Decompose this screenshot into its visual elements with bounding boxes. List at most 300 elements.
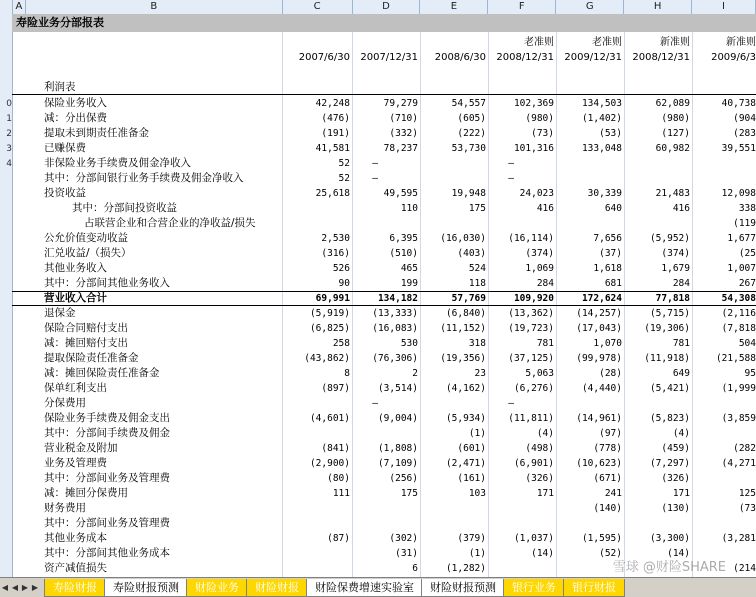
value-cell[interactable]: (140) — [593, 503, 622, 514]
value-cell[interactable]: 41,581 — [315, 143, 350, 154]
value-cell[interactable]: 526 — [332, 263, 350, 274]
sheet-grid[interactable] — [12, 14, 756, 578]
value-cell[interactable]: (5,952) — [649, 233, 690, 244]
value-cell[interactable] — [488, 516, 554, 531]
value-cell[interactable] — [284, 561, 350, 576]
select-all-corner[interactable] — [0, 0, 13, 14]
row-label[interactable]: 汇兑收益/（损失） — [44, 247, 132, 259]
value-cell[interactable]: 24,023 — [519, 188, 554, 199]
value-cell[interactable]: 267 — [738, 278, 756, 289]
value-cell[interactable]: 172,624 — [581, 293, 622, 304]
value-cell[interactable]: (5,715) — [649, 308, 690, 319]
value-cell[interactable]: (5,934) — [445, 413, 486, 424]
value-cell[interactable] — [488, 501, 554, 516]
table-row — [12, 111, 756, 126]
row-label[interactable]: 占联营企业和合营企业的净收益/损失 — [84, 217, 256, 229]
value-cell[interactable]: 640 — [604, 203, 622, 214]
value-cell[interactable] — [690, 426, 756, 441]
tab-next-icon[interactable]: ▶ — [21, 583, 29, 592]
row-label[interactable]: 减：摊回赔付支出 — [44, 337, 128, 349]
period-header-top: 新准则 — [726, 37, 756, 48]
value-cell[interactable]: 52 — [338, 158, 350, 169]
value-cell[interactable]: (19,723) — [508, 323, 554, 334]
value-cell[interactable]: 12,098 — [721, 188, 756, 199]
period-header-top: 新准则 — [660, 37, 690, 48]
row-label[interactable]: 其中：分部间投资收益 — [72, 202, 177, 214]
table-row — [12, 351, 756, 366]
value-cell[interactable] — [420, 516, 486, 531]
row-label[interactable]: 退保金 — [44, 307, 76, 319]
value-cell[interactable]: 57,769 — [451, 293, 486, 304]
value-cell[interactable]: (1) — [468, 548, 486, 559]
value-cell[interactable]: (16,114) — [508, 233, 554, 244]
value-cell[interactable]: (214 — [733, 563, 756, 574]
value-cell[interactable]: (11,811) — [508, 413, 554, 424]
sheet-tab[interactable]: 财险财报 — [246, 579, 308, 597]
value-cell[interactable]: 6 — [412, 563, 418, 574]
value-cell[interactable]: 109,920 — [513, 293, 554, 304]
table-row — [12, 141, 756, 156]
row-label[interactable]: 提取保险责任准备金 — [44, 352, 139, 364]
value-cell[interactable]: (28) — [599, 368, 622, 379]
value-cell[interactable]: (13,362) — [508, 308, 554, 319]
value-cell[interactable]: (19,306) — [644, 323, 690, 334]
row-number[interactable]: 3 — [6, 144, 12, 154]
value-cell[interactable] — [690, 471, 756, 486]
value-cell[interactable] — [284, 216, 350, 231]
row-label[interactable]: 减：摊回分保费用 — [44, 487, 128, 499]
value-cell[interactable]: 416 — [672, 203, 690, 214]
value-cell[interactable]: (4,271 — [721, 458, 756, 469]
value-cell[interactable]: 171 — [672, 488, 690, 499]
value-cell[interactable]: 781 — [536, 338, 554, 349]
sheet-tab[interactable]: 财险保费增速实验室 — [306, 579, 423, 597]
col-header-h[interactable]: H — [624, 0, 692, 14]
value-cell[interactable]: 53,730 — [451, 143, 486, 154]
value-cell[interactable]: 19,948 — [451, 188, 486, 199]
value-cell[interactable]: 30,339 — [587, 188, 622, 199]
value-cell[interactable]: (459) — [661, 443, 690, 454]
value-cell[interactable]: 79,279 — [383, 98, 418, 109]
value-cell[interactable]: (119 — [733, 218, 756, 229]
col-header-i[interactable]: I — [692, 0, 756, 14]
value-cell[interactable]: 102,369 — [513, 98, 554, 109]
value-cell[interactable]: 1,070 — [593, 338, 622, 349]
tab-first-icon[interactable]: ◀ — [1, 583, 9, 592]
value-cell[interactable]: 2,530 — [321, 233, 350, 244]
table-row — [12, 396, 756, 411]
value-cell[interactable] — [556, 156, 622, 171]
value-cell[interactable]: (605) — [457, 113, 486, 124]
value-cell[interactable]: (5,919) — [309, 308, 350, 319]
value-cell[interactable]: (4,162) — [445, 383, 486, 394]
value-cell[interactable]: (3,281 — [721, 533, 756, 544]
row-label[interactable]: 保单红利支出 — [44, 382, 107, 394]
row-label[interactable]: 其他业务收入 — [44, 262, 107, 274]
tab-prev-icon[interactable]: ◀ — [11, 583, 19, 592]
value-cell[interactable]: (16,030) — [440, 233, 486, 244]
value-cell[interactable]: 649 — [672, 368, 690, 379]
value-cell[interactable]: 2 — [412, 368, 418, 379]
table-row — [12, 126, 756, 141]
value-cell[interactable] — [488, 561, 554, 576]
value-cell[interactable]: (222) — [457, 128, 486, 139]
value-cell[interactable]: (11,918) — [644, 353, 690, 364]
value-cell[interactable]: (37,125) — [508, 353, 554, 364]
row-label[interactable]: 其中：分部间其他业务成本 — [44, 547, 170, 559]
value-cell[interactable]: 23 — [474, 368, 486, 379]
row-label[interactable]: 业务及管理费 — [44, 457, 107, 469]
value-cell[interactable]: (498) — [525, 443, 554, 454]
value-cell[interactable]: 134,503 — [581, 98, 622, 109]
value-cell[interactable]: (5,823) — [649, 413, 690, 424]
value-cell[interactable]: 1,069 — [525, 263, 554, 274]
value-cell[interactable] — [624, 396, 690, 411]
value-cell[interactable]: (3,300) — [649, 533, 690, 544]
value-cell[interactable]: 101,316 — [513, 143, 554, 154]
value-cell[interactable]: (897) — [321, 383, 350, 394]
value-cell[interactable]: 90 — [338, 278, 350, 289]
value-cell[interactable] — [284, 516, 350, 531]
value-cell[interactable]: (6,840) — [445, 308, 486, 319]
value-cell[interactable] — [352, 501, 418, 516]
value-cell[interactable] — [352, 426, 418, 441]
table-row — [12, 516, 756, 531]
value-cell[interactable] — [352, 516, 418, 531]
value-cell[interactable] — [488, 216, 554, 231]
value-cell[interactable]: (510) — [389, 248, 418, 259]
row-label[interactable]: 其中：分部间其他业务收入 — [44, 277, 170, 289]
value-cell[interactable]: 318 — [468, 338, 486, 349]
sheet-tab[interactable]: 寿险财报预测 — [104, 579, 188, 597]
value-cell[interactable]: (17,043) — [576, 323, 622, 334]
value-cell[interactable] — [284, 201, 350, 216]
row-label[interactable]: 其中：分部间手续费及佣金 — [44, 427, 170, 439]
row-label[interactable]: 提取未到期责任准备金 — [44, 127, 149, 139]
value-cell[interactable]: (37) — [599, 248, 622, 259]
value-cell[interactable]: 5,063 — [525, 368, 554, 379]
row-label[interactable]: 其中：分部间业务及管理费 — [44, 517, 170, 529]
value-cell[interactable]: 25,618 — [315, 188, 350, 199]
value-cell[interactable]: 118 — [468, 278, 486, 289]
value-cell[interactable] — [284, 546, 350, 561]
value-cell[interactable]: (25 — [738, 248, 756, 259]
value-cell[interactable]: (302) — [389, 533, 418, 544]
value-cell[interactable] — [284, 501, 350, 516]
value-cell[interactable]: (476) — [321, 113, 350, 124]
value-cell[interactable]: (6,901) — [513, 458, 554, 469]
col-header-e[interactable]: E — [420, 0, 488, 14]
value-cell[interactable]: (97) — [599, 428, 622, 439]
row-label[interactable]: 营业税金及附加 — [44, 442, 118, 454]
value-cell[interactable]: 60,982 — [655, 143, 690, 154]
value-cell[interactable]: (3,859 — [721, 413, 756, 424]
value-cell[interactable]: 338 — [738, 203, 756, 214]
table-row — [12, 531, 756, 546]
table-row — [12, 381, 756, 396]
value-cell[interactable]: (4,601) — [309, 413, 350, 424]
value-cell[interactable]: – — [372, 398, 378, 409]
value-cell[interactable]: (601) — [457, 443, 486, 454]
value-cell[interactable]: 6,395 — [389, 233, 418, 244]
value-cell[interactable]: 241 — [604, 488, 622, 499]
col-header-b[interactable]: B — [26, 0, 283, 14]
value-cell[interactable]: 77,818 — [655, 293, 690, 304]
value-cell[interactable]: 40,738 — [721, 98, 756, 109]
row-label[interactable]: 资产减值损失 — [44, 562, 107, 574]
value-cell[interactable]: (130) — [661, 503, 690, 514]
value-cell[interactable]: (14,257) — [576, 308, 622, 319]
row-label[interactable]: 保险业务收入 — [44, 97, 107, 109]
value-cell[interactable]: 133,048 — [581, 143, 622, 154]
value-cell[interactable]: (10,623) — [576, 458, 622, 469]
value-cell[interactable] — [556, 396, 622, 411]
value-cell[interactable]: (9,004) — [377, 413, 418, 424]
value-cell[interactable]: (980) — [525, 113, 554, 124]
row-number[interactable]: 1 — [6, 114, 12, 124]
row-label[interactable]: 其中：分部间业务及管理费 — [44, 472, 170, 484]
value-cell[interactable]: 1,618 — [593, 263, 622, 274]
value-cell[interactable]: (191) — [321, 128, 350, 139]
value-cell[interactable]: (710) — [389, 113, 418, 124]
value-cell[interactable]: 103 — [468, 488, 486, 499]
value-cell[interactable]: (99,978) — [576, 353, 622, 364]
value-cell[interactable]: (2,471) — [445, 458, 486, 469]
value-cell[interactable]: (4) — [536, 428, 554, 439]
value-cell[interactable]: (1,999 — [721, 383, 756, 394]
value-cell[interactable]: (778) — [593, 443, 622, 454]
sheet-tab[interactable]: 银行财报 — [563, 579, 625, 597]
value-cell[interactable] — [284, 426, 350, 441]
value-cell[interactable]: 8 — [344, 368, 350, 379]
value-cell[interactable]: 62,089 — [655, 98, 690, 109]
table-row — [12, 336, 756, 351]
value-cell[interactable]: 69,991 — [315, 293, 350, 304]
value-cell[interactable] — [556, 171, 622, 186]
table-row — [12, 156, 756, 171]
value-cell[interactable] — [624, 156, 690, 171]
value-cell[interactable]: (1) — [468, 428, 486, 439]
value-cell[interactable]: 134,182 — [377, 293, 418, 304]
value-cell[interactable]: 258 — [332, 338, 350, 349]
value-cell[interactable]: (7,297) — [649, 458, 690, 469]
value-cell[interactable]: (76,306) — [372, 353, 418, 364]
value-cell[interactable]: 465 — [400, 263, 418, 274]
value-cell[interactable]: – — [508, 158, 514, 169]
value-cell[interactable] — [624, 216, 690, 231]
value-cell[interactable]: (73 — [738, 503, 756, 514]
value-cell[interactable]: (326) — [661, 473, 690, 484]
value-cell[interactable]: (53) — [599, 128, 622, 139]
value-cell[interactable]: 39,551 — [721, 143, 756, 154]
value-cell[interactable]: – — [508, 398, 514, 409]
row-number[interactable]: 4 — [6, 159, 12, 169]
value-cell[interactable]: 54,557 — [451, 98, 486, 109]
period-header-top: 老准则 — [592, 37, 622, 48]
table-row — [12, 441, 756, 456]
value-cell[interactable]: 171 — [536, 488, 554, 499]
value-cell[interactable]: (7,109) — [377, 458, 418, 469]
value-cell[interactable] — [690, 171, 756, 186]
value-cell[interactable]: (6,276) — [513, 383, 554, 394]
value-cell[interactable]: (671) — [593, 473, 622, 484]
tab-last-icon[interactable]: ▶ — [31, 583, 39, 592]
value-cell[interactable]: (14,961) — [576, 413, 622, 424]
value-cell[interactable]: 54,308 — [721, 293, 756, 304]
value-cell[interactable]: (52) — [599, 548, 622, 559]
value-cell[interactable] — [690, 156, 756, 171]
sheet-tab[interactable]: 银行业务 — [503, 579, 565, 597]
value-cell[interactable]: 1,679 — [661, 263, 690, 274]
value-cell[interactable]: (31) — [395, 548, 418, 559]
col-header-a[interactable]: A — [13, 0, 26, 14]
value-cell[interactable]: (256) — [389, 473, 418, 484]
value-cell[interactable]: 95 — [744, 368, 756, 379]
value-cell[interactable]: (14) — [667, 548, 690, 559]
value-cell[interactable]: (2,116 — [721, 308, 756, 319]
row-label[interactable]: 其中：分部间银行业务手续费及佣金净收入 — [44, 172, 244, 184]
value-cell[interactable]: (1,595) — [581, 533, 622, 544]
value-cell[interactable]: (283 — [733, 128, 756, 139]
value-cell[interactable] — [556, 216, 622, 231]
value-cell[interactable]: 7,656 — [593, 233, 622, 244]
value-cell[interactable]: 284 — [536, 278, 554, 289]
value-cell[interactable] — [624, 171, 690, 186]
value-cell[interactable]: 530 — [400, 338, 418, 349]
value-cell[interactable]: (379) — [457, 533, 486, 544]
value-cell[interactable]: (5,421) — [649, 383, 690, 394]
value-cell[interactable] — [690, 516, 756, 531]
sheet-tab[interactable]: 寿险财报 — [44, 579, 106, 597]
value-cell[interactable]: (332) — [389, 128, 418, 139]
value-cell[interactable]: 110 — [400, 203, 418, 214]
value-cell[interactable]: (43,862) — [304, 353, 350, 364]
value-cell[interactable]: (374) — [525, 248, 554, 259]
value-cell[interactable]: (904 — [733, 113, 756, 124]
value-cell[interactable]: – — [372, 158, 378, 169]
row-label[interactable]: 减：摊回保险责任准备金 — [44, 367, 160, 379]
col-header-f[interactable]: F — [488, 0, 556, 14]
value-cell[interactable]: 52 — [338, 173, 350, 184]
value-cell[interactable] — [420, 501, 486, 516]
sheet-tab[interactable]: 财险财报预测 — [421, 579, 505, 597]
value-cell[interactable]: (11,152) — [440, 323, 486, 334]
row-label[interactable]: 公允价值变动收益 — [44, 232, 128, 244]
value-cell[interactable]: 175 — [468, 203, 486, 214]
value-cell[interactable]: (16,083) — [372, 323, 418, 334]
value-cell[interactable]: (7,818 — [721, 323, 756, 334]
value-cell[interactable]: (374) — [661, 248, 690, 259]
value-cell[interactable]: (21,588 — [715, 353, 756, 364]
value-cell[interactable]: (4) — [672, 428, 690, 439]
value-cell[interactable]: 1,007 — [727, 263, 756, 274]
value-cell[interactable]: (316) — [321, 248, 350, 259]
period-header-date: 2008/12/31 — [632, 52, 690, 63]
value-cell[interactable]: 78,237 — [383, 143, 418, 154]
value-cell[interactable]: (403) — [457, 248, 486, 259]
value-cell[interactable]: – — [508, 173, 514, 184]
value-cell[interactable] — [690, 396, 756, 411]
header-separator — [12, 94, 756, 95]
value-cell[interactable]: 524 — [468, 263, 486, 274]
col-header-c[interactable]: C — [283, 0, 353, 14]
value-cell[interactable]: (19,356) — [440, 353, 486, 364]
row-label[interactable]: 其他业务成本 — [44, 532, 107, 544]
value-cell[interactable] — [420, 216, 486, 231]
table-row — [12, 261, 756, 276]
row-number[interactable]: 2 — [6, 129, 12, 139]
row-label[interactable]: 投资收益 — [44, 187, 86, 199]
value-cell[interactable]: (161) — [457, 473, 486, 484]
value-cell[interactable]: 781 — [672, 338, 690, 349]
value-cell[interactable]: 416 — [536, 203, 554, 214]
value-cell[interactable]: (2,900) — [309, 458, 350, 469]
value-cell[interactable]: (80) — [327, 473, 350, 484]
row-label[interactable]: 财务费用 — [44, 502, 86, 514]
value-cell[interactable]: (127) — [661, 128, 690, 139]
value-cell[interactable]: 175 — [400, 488, 418, 499]
value-cell[interactable]: 49,595 — [383, 188, 418, 199]
column-headers — [0, 0, 756, 15]
value-cell[interactable]: – — [372, 173, 378, 184]
value-cell[interactable]: (1,037) — [513, 533, 554, 544]
value-cell[interactable]: (3,514) — [377, 383, 418, 394]
sheet-tab[interactable]: 财险业务 — [186, 579, 248, 597]
row-label[interactable]: 已赚保费 — [44, 142, 86, 154]
col-header-d[interactable]: D — [353, 0, 421, 14]
row-label[interactable]: 保险业务手续费及佣金支出 — [44, 412, 170, 424]
value-cell[interactable]: (1,808) — [377, 443, 418, 454]
row-label[interactable]: 分保费用 — [44, 397, 86, 409]
value-cell[interactable]: 111 — [332, 488, 350, 499]
value-cell[interactable]: (282 — [733, 443, 756, 454]
value-cell[interactable] — [352, 216, 418, 231]
value-cell[interactable] — [556, 516, 622, 531]
value-cell[interactable]: 199 — [400, 278, 418, 289]
value-cell[interactable]: (1,282) — [445, 563, 486, 574]
table-row — [12, 411, 756, 426]
value-cell[interactable]: (4,440) — [581, 383, 622, 394]
value-cell[interactable]: 42,248 — [315, 98, 350, 109]
value-cell[interactable]: 504 — [738, 338, 756, 349]
value-cell[interactable]: 1,677 — [727, 233, 756, 244]
value-cell[interactable]: (980) — [661, 113, 690, 124]
value-cell[interactable]: (6,825) — [309, 323, 350, 334]
value-cell[interactable]: (1,402) — [581, 113, 622, 124]
value-cell[interactable]: 284 — [672, 278, 690, 289]
value-cell[interactable] — [624, 516, 690, 531]
row-label[interactable]: 减：分出保费 — [44, 112, 107, 124]
value-cell[interactable]: (87) — [327, 533, 350, 544]
table-row — [12, 366, 756, 381]
table-row — [12, 471, 756, 486]
row-number[interactable]: 0 — [6, 99, 12, 109]
value-cell[interactable]: 681 — [604, 278, 622, 289]
value-cell[interactable]: 21,483 — [655, 188, 690, 199]
row-label[interactable]: 营业收入合计 — [44, 292, 107, 304]
value-cell[interactable]: (326) — [525, 473, 554, 484]
row-label[interactable]: 非保险业务手续费及佣金净收入 — [44, 157, 191, 169]
period-header-date: 2009/6/3 — [711, 52, 756, 63]
value-cell[interactable]: (841) — [321, 443, 350, 454]
value-cell[interactable]: (13,333) — [372, 308, 418, 319]
value-cell[interactable]: (73) — [531, 128, 554, 139]
report-title: 寿险业务分部报表 — [16, 16, 104, 29]
row-label[interactable]: 保险合同赔付支出 — [44, 322, 128, 334]
col-header-g[interactable]: G — [556, 0, 624, 14]
value-cell[interactable]: (14) — [531, 548, 554, 559]
value-cell[interactable]: 125 — [738, 488, 756, 499]
